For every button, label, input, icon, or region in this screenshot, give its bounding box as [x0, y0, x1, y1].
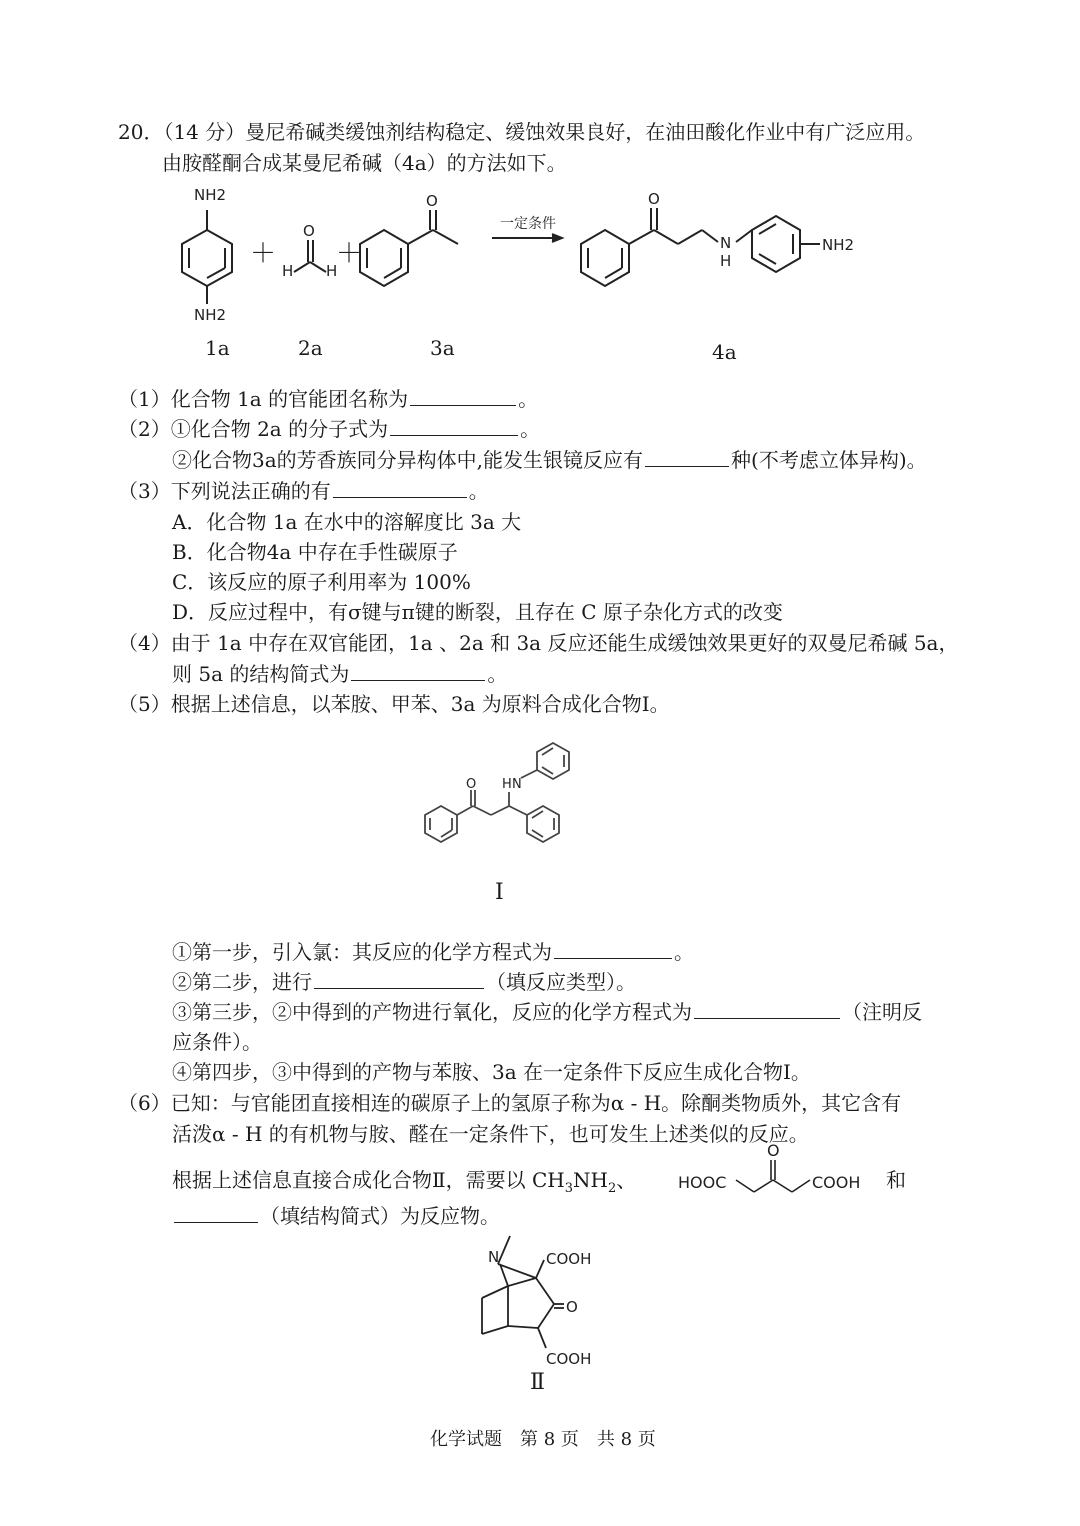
question-header — [118, 118, 925, 146]
hooc-group: HOOC — [678, 1173, 727, 1192]
1a-nh2-bottom: NH2 — [194, 306, 227, 324]
part-2a: （2）①化合物 2a 的分子式为 。 — [118, 417, 541, 441]
label-4a: 4a — [712, 340, 737, 364]
part-5: （5）根据上述信息，以苯胺、甲苯、3a 为原料合成化合物Ⅰ。 — [118, 692, 670, 716]
part-3: （3）下列说法正确的有 。 — [118, 479, 489, 503]
answer-blank-step2[interactable] — [314, 968, 484, 989]
part-6-line1: （6）已知：与官能团直接相连的碳原子上的氢原子称为α - H。除酮类物质外，其它含有 — [118, 1091, 902, 1115]
compound-I-n: N — [512, 777, 522, 792]
answer-blank-1[interactable] — [410, 385, 516, 406]
4a-h: H — [720, 252, 732, 270]
reaction-scheme — [160, 180, 880, 330]
part-4-line1: （4）由于 1a 中存在双官能团，1a 、2a 和 3a 反应还能生成缓蚀效果更好的双曼尼希碱 5a， — [118, 631, 959, 655]
option-d: D．反应过程中，有σ键与π键的断裂，且存在 C 原子杂化方式的改变 — [172, 600, 783, 624]
page-footer: 化学试题 第 8 页 共 8 页 — [430, 1429, 656, 1450]
option-a: A．化合物 1a 在水中的溶解度比 3a 大 — [172, 510, 522, 534]
option-c: C．该反应的原子利用率为 100% — [172, 570, 471, 594]
part-2b: ②化合物3a的芳香族同分异构体中,能发生银镜反应有 种(不考虑立体异构)。 — [172, 448, 927, 472]
reaction-condition: 一定条件 — [500, 216, 556, 232]
answer-blank-4[interactable] — [351, 660, 485, 681]
step-4: ④第四步，③中得到的产物与苯胺、3a 在一定条件下反应生成化合物Ⅰ。 — [172, 1060, 811, 1084]
option-b: B．化合物4a 中存在手性碳原子 — [172, 540, 458, 564]
1a-nh2-top: NH2 — [194, 186, 227, 204]
compound-II-n: N — [488, 1248, 500, 1266]
compound-II-cooh-top: COOH — [546, 1250, 592, 1268]
question-intro-line1: （14 分）曼尼希碱类缓蚀剂结构稳定、缓蚀效果良好，在油田酸化作业中有广泛应用。 — [163, 120, 926, 144]
part-6-line2: 活泼α - H 的有机物与胺、醛在一定条件下，也可发生上述类似的反应。 — [172, 1122, 809, 1146]
answer-blank-2a[interactable] — [390, 415, 518, 436]
answer-blank-3[interactable] — [333, 477, 467, 498]
2a-h-right: H — [326, 262, 338, 280]
compound-II-o: O — [566, 1298, 578, 1316]
4a-n: N — [720, 234, 732, 252]
plus-sign-1: ＋ — [250, 239, 277, 269]
compound-II-label: Ⅱ — [530, 1370, 545, 1395]
cooh-group: COOH — [812, 1173, 861, 1192]
2a-h-left: H — [282, 262, 294, 280]
ketone-o: O — [767, 1141, 780, 1160]
compound-I-h: H — [502, 777, 512, 792]
compound-I-label: Ⅰ — [495, 880, 504, 905]
step-2: ②第二步，进行 （填反应类型）。 — [172, 970, 636, 994]
step-3-line1: ③第三步，②中得到的产物进行氧化，反应的化学方程式为 （注明反 — [172, 1000, 922, 1024]
step-1: ①第一步，引入氯：其反应的化学方程式为 。 — [172, 940, 694, 964]
part-6-line3: 根据上述信息直接合成化合物Ⅱ，需要以 $CH_3NH_2$、 — [172, 1168, 637, 1196]
4a-o: O — [648, 190, 660, 208]
compound-II-structure — [468, 1230, 648, 1370]
2a-o: O — [303, 222, 315, 240]
question-intro-line2: 由胺醛酮合成某曼尼希碱（4a）的方法如下。 — [162, 151, 567, 175]
carbonyl-carbon-3a — [408, 230, 433, 244]
part-6-line4: （填结构简式）为反应物。 — [172, 1202, 500, 1230]
part-6-and: 和 — [886, 1168, 906, 1192]
plus-sign-2: ＋ — [336, 239, 363, 269]
step-3-line2: 应条件）。 — [172, 1030, 262, 1054]
answer-blank-6[interactable] — [174, 1202, 258, 1223]
3a-o: O — [426, 192, 438, 210]
part-4-line2: 则 5a 的结构简式为 。 — [172, 662, 508, 686]
answer-blank-step3[interactable] — [694, 998, 840, 1019]
answer-blank-step1[interactable] — [554, 938, 672, 959]
compound-II-cooh-bottom: COOH — [546, 1350, 592, 1368]
part-1: （1）化合物 1a 的官能团名称为 。 — [118, 387, 539, 411]
compound-I-o: O — [466, 777, 477, 792]
answer-blank-2b[interactable] — [645, 446, 729, 467]
label-1a: 1a — [205, 336, 230, 360]
label-2a: 2a — [298, 336, 323, 360]
label-3a: 3a — [430, 336, 455, 360]
acetonedicarboxylic-acid-structure — [676, 1140, 888, 1200]
compound-I-structure — [405, 730, 605, 860]
4a-nh2: NH2 — [822, 236, 855, 254]
question-number: 20． — [118, 120, 164, 144]
